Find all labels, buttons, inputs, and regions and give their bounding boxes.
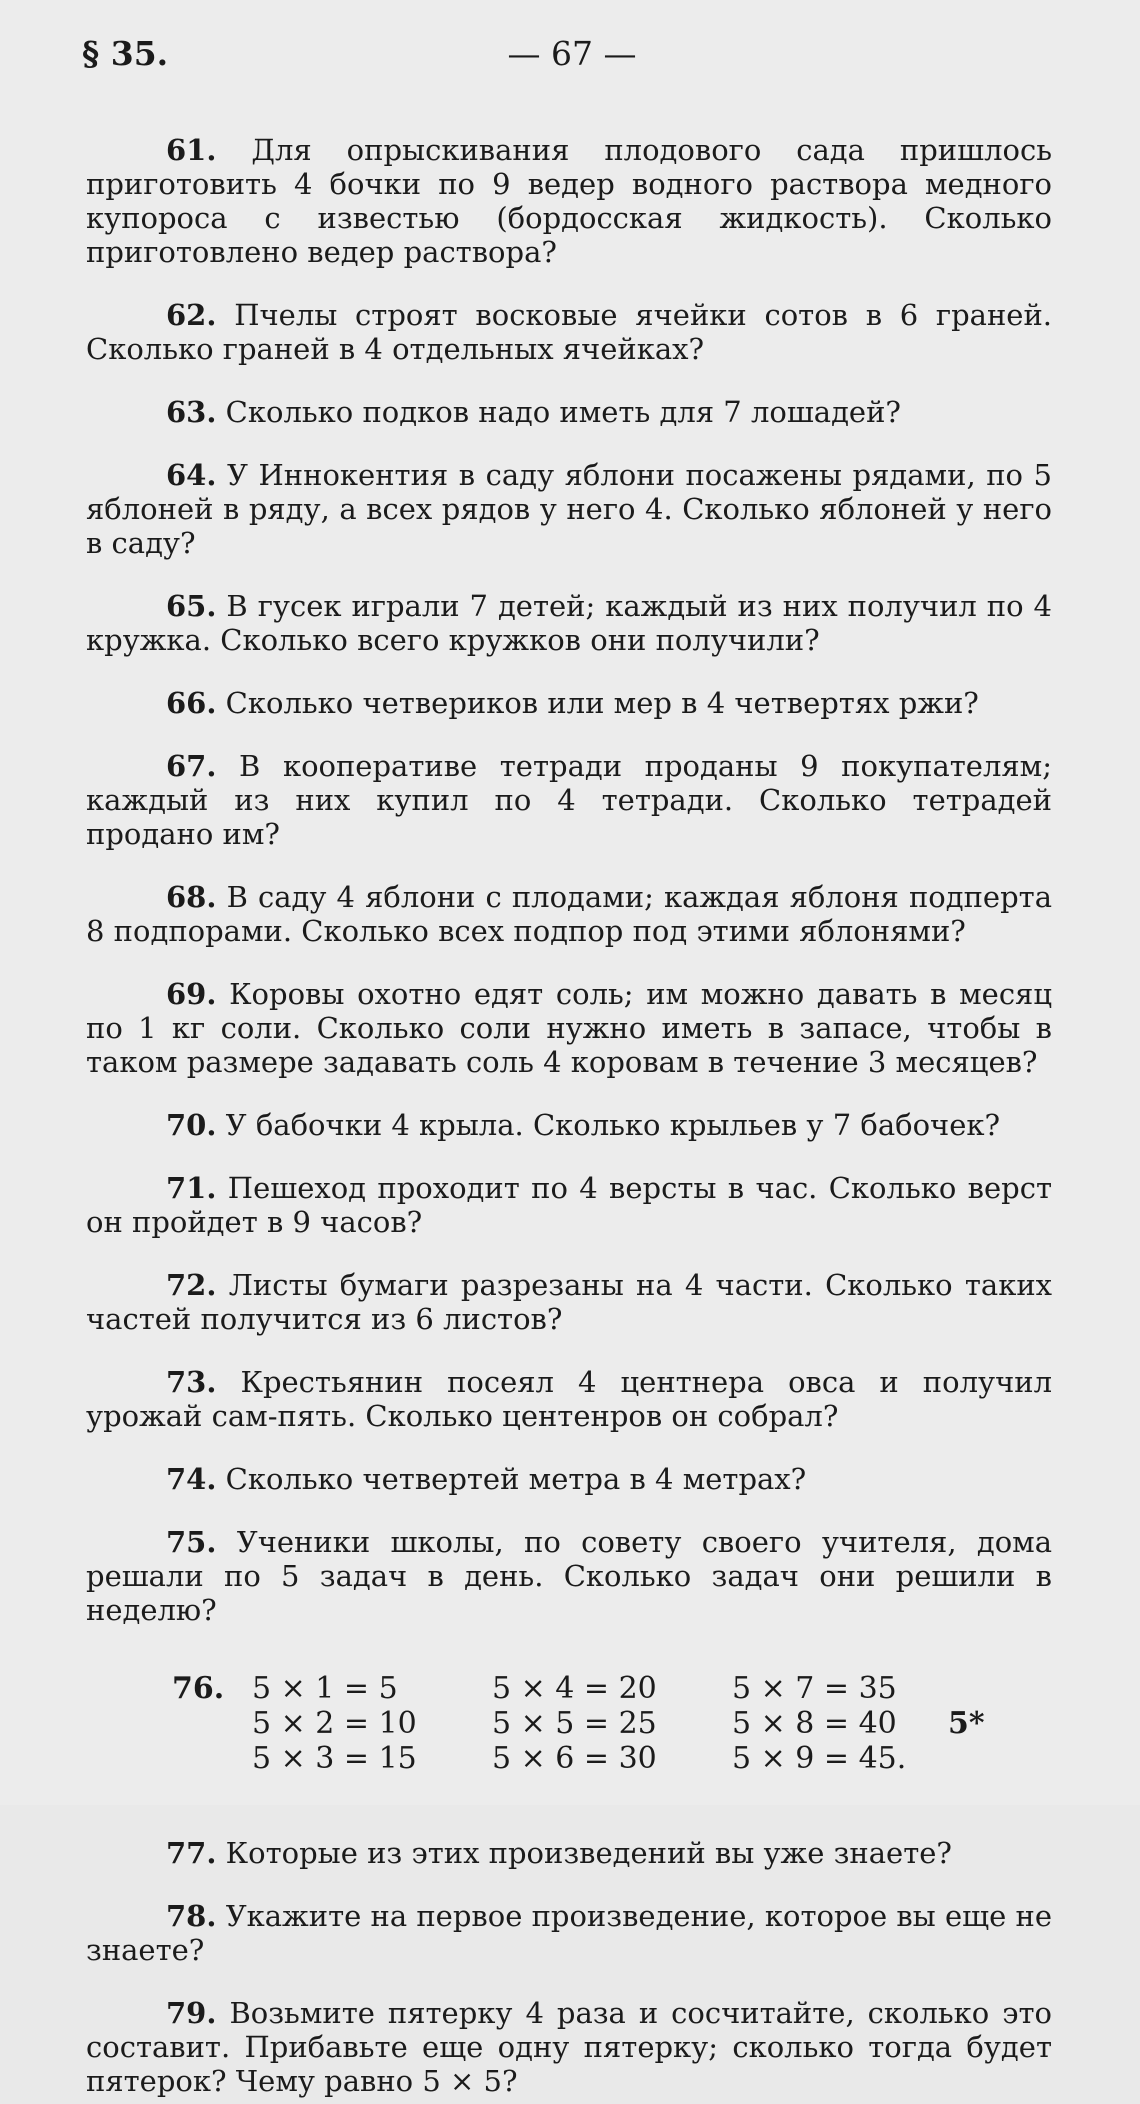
problem-number: 62.	[166, 298, 217, 332]
table-entry: 5 × 6 = 30	[492, 1741, 657, 1776]
problem-number: 71.	[166, 1171, 217, 1205]
problem-list	[86, 104, 1052, 2104]
problem-64	[86, 458, 1052, 560]
problem-69	[86, 977, 1052, 1079]
problem-number: 75.	[166, 1525, 217, 1559]
problem-text: Коровы охотно едят соль; им можно давать в месяц по 1 кг соли. Сколько соли нужно иметь в запасе, чтобы в таком размере задавать соль 4 коровам в течение 3 месяцев?	[86, 977, 1053, 1079]
problem-number: 79.	[166, 1996, 217, 2030]
problem-74	[86, 1462, 1052, 1496]
problem-number: 76.	[172, 1671, 225, 1706]
problem-number: 73.	[166, 1365, 217, 1399]
problem-number: 63.	[166, 395, 217, 429]
problem-number: 70.	[166, 1108, 217, 1142]
problem-text: Сколько подков надо иметь для 7 лошадей?	[225, 395, 901, 429]
problem-text: Которые из этих произведений вы уже знаете?	[225, 1836, 952, 1870]
problem-text: Укажите на первое произведение, которое вы еще не знаете?	[86, 1899, 1053, 1967]
problem-75	[86, 1525, 1052, 1627]
table-column	[732, 1671, 906, 1776]
signature-mark: 5*	[948, 1706, 985, 1741]
table-entry: 5 × 5 = 25	[492, 1706, 657, 1741]
problem-number: 68.	[166, 880, 217, 914]
section-mark: § 35.	[82, 34, 169, 73]
problem-text: Пчелы строят восковые ячейки сотов в 6 граней. Сколько граней в 4 отдельных ячейках?	[86, 298, 1053, 366]
table-entry: 5 × 2 = 10	[252, 1706, 417, 1741]
problem-number: 64.	[166, 458, 217, 492]
table-column	[252, 1671, 417, 1776]
problem-number: 66.	[166, 686, 217, 720]
problem-71	[86, 1171, 1052, 1239]
problem-61	[86, 133, 1052, 269]
problem-text: Возьмите пятерку 4 раза и сосчитайте, сколько это составит. Прибавьте еще одну пятерку; сколько тогда будет пятерок? Чему равно 5 × 5?	[86, 1996, 1052, 2098]
problem-number: 61.	[166, 133, 217, 167]
problem-65	[86, 589, 1052, 657]
problem-text: Сколько четвертей метра в 4 метрах?	[225, 1462, 807, 1496]
problem-text: Листы бумаги разрезаны на 4 части. Сколько таких частей получится из 6 листов?	[86, 1268, 1053, 1336]
table-entry: 5 × 3 = 15	[252, 1741, 417, 1776]
page-header	[82, 34, 1062, 84]
table-entry: 5 × 1 = 5	[252, 1671, 398, 1706]
problem-77	[86, 1836, 1052, 1870]
problem-text: Для опрыскивания плодового сада пришлось приготовить 4 бочки по 9 ведер водного раствора медного купороса с известью (бордосская жидкость). Сколько приготовлено ведер раствора?	[86, 133, 1052, 269]
problem-63	[86, 395, 1052, 429]
problem-72	[86, 1268, 1052, 1336]
problem-number: 74.	[166, 1462, 217, 1496]
problem-number: 72.	[166, 1268, 217, 1302]
table-entry: 5 × 9 = 45.	[732, 1741, 907, 1776]
problem-number: 78.	[166, 1899, 217, 1933]
problem-73	[86, 1365, 1052, 1433]
table-entry: 5 × 8 = 40	[732, 1706, 897, 1741]
problem-text: Крестьянин посеял 4 центнера овса и получил урожай сам-пять. Сколько центенров он собрал?	[86, 1365, 1052, 1433]
page-number: — 67 —	[507, 34, 637, 73]
problem-text: У Иннокентия в саду яблони посажены рядами, по 5 яблоней в ряду, а всех рядов у него 4. Сколько яблоней у него в саду?	[86, 458, 1052, 560]
problem-67	[86, 749, 1052, 851]
problem-number: 67.	[166, 749, 217, 783]
problem-79	[86, 1996, 1052, 2098]
problem-62	[86, 298, 1052, 366]
table-entry: 5 × 7 = 35	[732, 1671, 897, 1706]
problem-number: 65.	[166, 589, 217, 623]
problem-number: 77.	[166, 1836, 217, 1870]
problem-text: В кооперативе тетради проданы 9 покупателям; каждый из них купил по 4 тетради. Сколько тетрадей продано им?	[86, 749, 1052, 851]
problem-text: Пешеход проходит по 4 версты в час. Сколько верст он пройдет в 9 часов?	[86, 1171, 1052, 1239]
table-entry: 5 × 4 = 20	[492, 1671, 657, 1706]
problem-text: У бабочки 4 крыла. Сколько крыльев у 7 бабочек?	[225, 1108, 1001, 1142]
problem-text: Ученики школы, по совету своего учителя, дома решали по 5 задач в день. Сколько задач они решили в неделю?	[86, 1525, 1052, 1627]
problem-number: 69.	[166, 977, 217, 1011]
table-column	[492, 1671, 657, 1776]
problem-78	[86, 1899, 1052, 1967]
problem-text: В гусек играли 7 детей; каждый из них получил по 4 кружка. Сколько всего кружков они получили?	[86, 589, 1052, 657]
problem-text: Сколько четвериков или мер в 4 четвертях ржи?	[225, 686, 979, 720]
problem-66	[86, 686, 1052, 720]
problem-68	[86, 880, 1052, 948]
problem-text: В саду 4 яблони с плодами; каждая яблоня подперта 8 подпорами. Сколько всех подпор под этими яблонями?	[86, 880, 1052, 948]
multiplication-table	[86, 1671, 1052, 1807]
problem-70	[86, 1108, 1052, 1142]
